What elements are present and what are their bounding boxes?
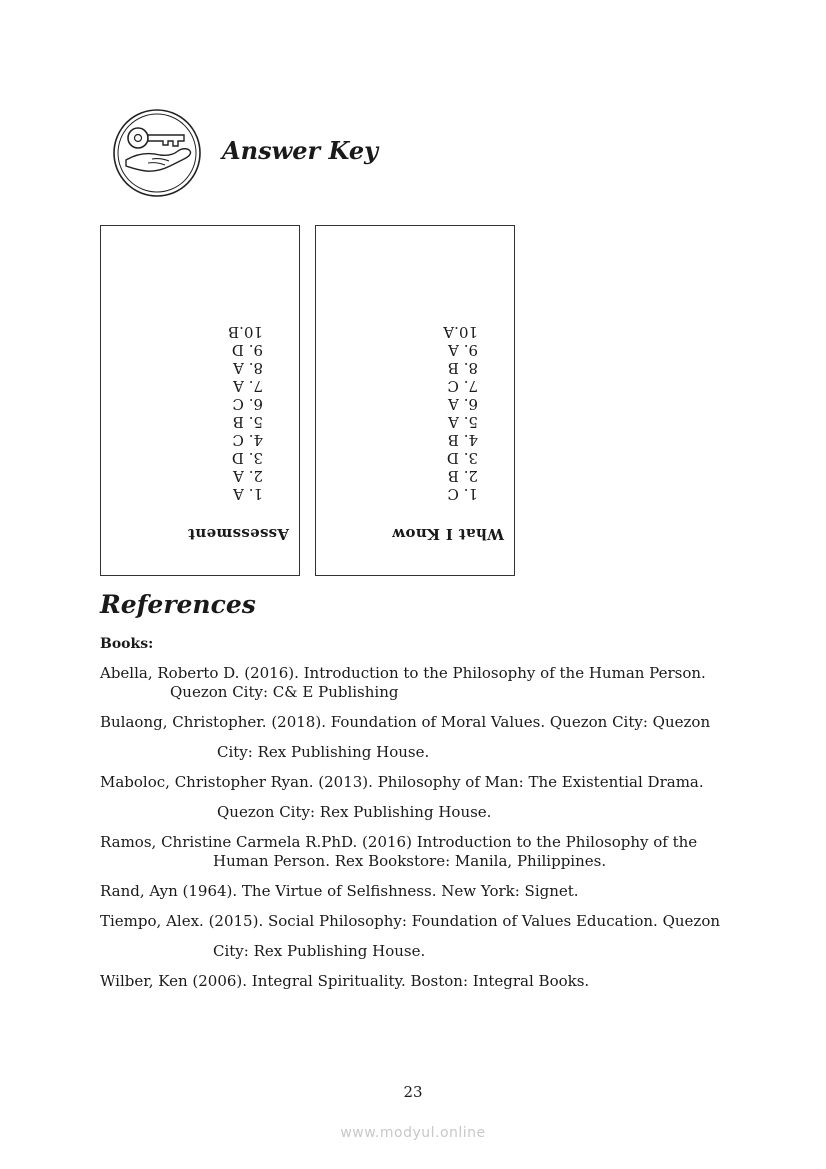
- assessment-answer-list: [228, 323, 263, 503]
- key-in-hand-icon: [112, 108, 202, 198]
- list-item: 6. C: [232, 395, 263, 413]
- list-item: 3. D: [231, 449, 263, 467]
- list-item: 3. D: [446, 449, 478, 467]
- what-i-know-heading: What I Know: [391, 525, 504, 543]
- reference-item: Wilber, Ken (2006). Integral Spirituality. Boston: Integral Books.: [100, 972, 590, 990]
- reference-item: Maboloc, Christopher Ryan. (2013). Philosophy of Man: The Existential Drama. Quezon City: Rex Publishing House.: [100, 773, 704, 821]
- list-item: 8. A: [233, 359, 263, 377]
- list-item: 1. A: [233, 485, 263, 503]
- books-label: Books:: [100, 636, 154, 652]
- list-item: 10.B: [228, 323, 263, 341]
- reference-item: Ramos, Christine Carmela R.PhD. (2016) Introduction to the Philosophy of the Human Person. Rex Bookstore: Manila, Philippines.: [100, 833, 698, 870]
- assessment-answer-box: [100, 225, 300, 576]
- references-heading: References: [100, 590, 256, 619]
- reference-item: Tiempo, Alex. (2015). Social Philosophy: Foundation of Values Education. Quezon City: Rex Publishing House.: [100, 912, 721, 960]
- list-item: 4. B: [447, 431, 478, 449]
- reference-item: Rand, Ayn (1964). The Virtue of Selfishness. New York: Signet.: [100, 882, 579, 900]
- assessment-heading: Assessment: [187, 525, 289, 543]
- page-number: 23: [403, 1083, 423, 1101]
- list-item: 7. C: [447, 377, 478, 395]
- watermark: www.modyul.online: [340, 1125, 486, 1141]
- list-item: 5. A: [448, 413, 478, 431]
- list-item: 5. B: [232, 413, 263, 431]
- list-item: 9. D: [231, 341, 263, 359]
- list-item: 2. B: [447, 467, 478, 485]
- list-item: 6. A: [448, 395, 478, 413]
- reference-item: Abella, Roberto D. (2016). Introduction to the Philosophy of the Human Person. Quezon City: C& E Publishing: [100, 664, 706, 701]
- list-item: 2. A: [233, 467, 263, 485]
- list-item: 8. B: [447, 359, 478, 377]
- what-i-know-answer-box: [315, 225, 515, 576]
- reference-list: [100, 664, 730, 1002]
- list-item: 9. A: [448, 341, 478, 359]
- list-item: 1. C: [447, 485, 478, 503]
- list-item: 7. A: [233, 377, 263, 395]
- reference-item: Bulaong, Christopher. (2018). Foundation of Moral Values. Quezon City: Quezon City: Rex Publishing House.: [100, 713, 711, 761]
- page-title: Answer Key: [222, 136, 379, 165]
- list-item: 10.A: [443, 323, 478, 341]
- list-item: 4. C: [232, 431, 263, 449]
- what-i-know-answer-list: [443, 323, 478, 503]
